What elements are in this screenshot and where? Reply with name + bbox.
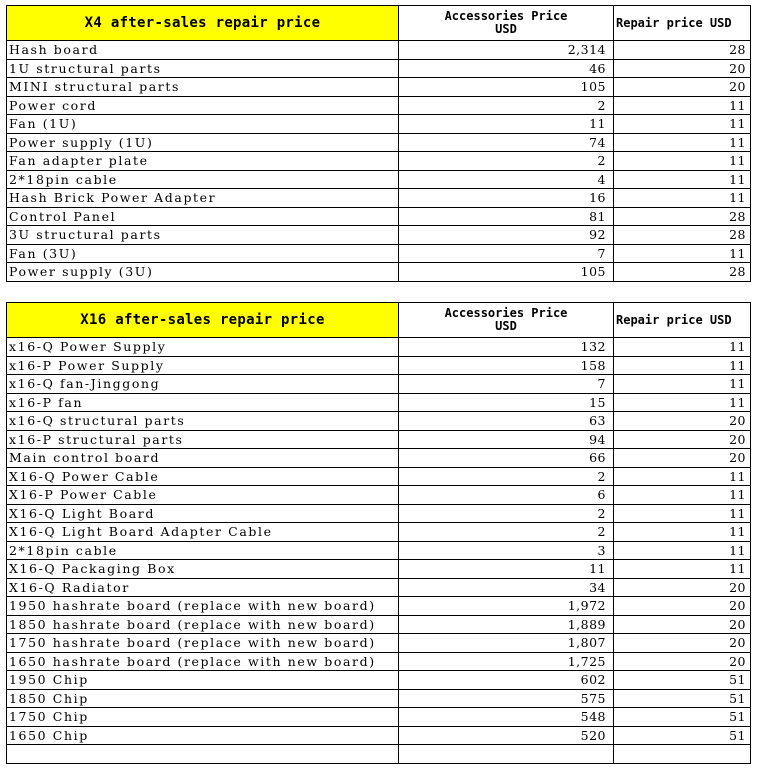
x16-accessories-price-header: Accessories Price USD [399, 303, 614, 338]
table-row [7, 597, 751, 616]
repair-price-cell: 28 [614, 263, 751, 282]
repair-price-cell: 11 [614, 96, 751, 115]
table-row [7, 244, 751, 263]
table-row [7, 708, 751, 727]
accessories-price-cell: 15 [399, 393, 614, 412]
item-name-cell: 1950 hashrate board (replace with new board) [7, 597, 399, 616]
item-name-cell: 1850 hashrate board (replace with new board) [7, 615, 399, 634]
item-name-cell: x16-Q Power Supply [7, 338, 399, 357]
x4-accessories-price-header: Accessories Price USD [399, 6, 614, 41]
accessories-price-cell: 2 [399, 504, 614, 523]
item-name-cell: 1850 Chip [7, 689, 399, 708]
item-name-cell: Fan (1U) [7, 115, 399, 134]
accessories-price-cell: 575 [399, 689, 614, 708]
repair-price-cell: 11 [614, 504, 751, 523]
accessories-price-cell: 81 [399, 207, 614, 226]
item-name-cell: 1750 hashrate board (replace with new board) [7, 634, 399, 653]
repair-price-cell: 11 [614, 244, 751, 263]
item-name-cell: 3U structural parts [7, 226, 399, 245]
table-row [7, 467, 751, 486]
table-row [7, 578, 751, 597]
table-row [7, 59, 751, 78]
item-name-cell: Power cord [7, 96, 399, 115]
table-row [7, 523, 751, 542]
accessories-price-cell: 16 [399, 189, 614, 208]
accessories-price-cell: 4 [399, 170, 614, 189]
repair-price-cell: 11 [614, 338, 751, 357]
repair-price-cell: 51 [614, 708, 751, 727]
empty-cell [399, 745, 614, 764]
accessories-price-cell: 105 [399, 263, 614, 282]
item-name-cell: Power supply (1U) [7, 133, 399, 152]
repair-price-cell: 51 [614, 689, 751, 708]
accessories-price-cell: 1,807 [399, 634, 614, 653]
item-name-cell: 2*18pin cable [7, 541, 399, 560]
item-name-cell: x16-P fan [7, 393, 399, 412]
table-row [7, 189, 751, 208]
table-row [7, 541, 751, 560]
accessories-price-cell: 2 [399, 152, 614, 171]
accessories-price-cell: 7 [399, 375, 614, 394]
accessories-price-cell: 46 [399, 59, 614, 78]
item-name-cell: MINI structural parts [7, 78, 399, 97]
table-row [7, 689, 751, 708]
empty-cell [614, 745, 751, 764]
accessories-price-cell: 7 [399, 244, 614, 263]
table-row [7, 41, 751, 60]
repair-price-cell: 11 [614, 560, 751, 579]
table-row [7, 152, 751, 171]
repair-price-cell: 11 [614, 133, 751, 152]
item-name-cell: Hash Brick Power Adapter [7, 189, 399, 208]
accessories-price-cell: 74 [399, 133, 614, 152]
item-name-cell: 1650 Chip [7, 726, 399, 745]
item-name-cell: X16-Q Power Cable [7, 467, 399, 486]
item-name-cell: X16-Q Packaging Box [7, 560, 399, 579]
repair-price-cell: 11 [614, 189, 751, 208]
item-name-cell: x16-P structural parts [7, 430, 399, 449]
repair-price-cell: 20 [614, 59, 751, 78]
item-name-cell: x16-P Power Supply [7, 356, 399, 375]
table-row [7, 115, 751, 134]
repair-price-cell: 11 [614, 356, 751, 375]
accessories-price-cell: 602 [399, 671, 614, 690]
item-name-cell: x16-Q structural parts [7, 412, 399, 431]
repair-price-cell: 11 [614, 115, 751, 134]
accessories-price-cell: 2 [399, 96, 614, 115]
item-name-cell: 1950 Chip [7, 671, 399, 690]
x16-table-body [7, 338, 751, 764]
accessories-price-cell: 2 [399, 523, 614, 542]
repair-price-cell: 11 [614, 486, 751, 505]
repair-price-cell: 51 [614, 671, 751, 690]
repair-price-cell: 20 [614, 615, 751, 634]
x16-price-table [6, 302, 751, 764]
repair-price-cell: 20 [614, 430, 751, 449]
table-row [7, 615, 751, 634]
repair-price-cell: 20 [614, 597, 751, 616]
item-name-cell: Fan (3U) [7, 244, 399, 263]
table-row [7, 726, 751, 745]
empty-cell [7, 745, 399, 764]
repair-price-cell: 20 [614, 634, 751, 653]
table-row [7, 412, 751, 431]
accessories-price-cell: 66 [399, 449, 614, 468]
item-name-cell: X16-Q Light Board Adapter Cable [7, 523, 399, 542]
table-row [7, 78, 751, 97]
repair-price-cell: 28 [614, 226, 751, 245]
accessories-price-cell: 105 [399, 78, 614, 97]
table-row [7, 671, 751, 690]
x4-header-row [7, 6, 751, 41]
x16-table-title: X16 after-sales repair price [7, 303, 399, 338]
item-name-cell: Fan adapter plate [7, 152, 399, 171]
item-name-cell: X16-P Power Cable [7, 486, 399, 505]
x4-table-title: X4 after-sales repair price [7, 6, 399, 41]
accessories-price-cell: 158 [399, 356, 614, 375]
x16-repair-price-header: Repair price USD [614, 303, 751, 338]
x4-price-table [6, 5, 751, 282]
accessories-price-cell: 11 [399, 115, 614, 134]
accessories-price-cell: 6 [399, 486, 614, 505]
accessories-price-cell: 520 [399, 726, 614, 745]
accessories-price-cell: 34 [399, 578, 614, 597]
table-row [7, 560, 751, 579]
item-name-cell: Control Panel [7, 207, 399, 226]
repair-price-cell: 11 [614, 170, 751, 189]
table-row [7, 634, 751, 653]
accessories-price-cell: 1,972 [399, 597, 614, 616]
table-row [7, 133, 751, 152]
item-name-cell: Hash board [7, 41, 399, 60]
table-row [7, 263, 751, 282]
x4-table-body [7, 41, 751, 282]
item-name-cell: X16-Q Light Board [7, 504, 399, 523]
item-name-cell: X16-Q Radiator [7, 578, 399, 597]
table-row [7, 652, 751, 671]
repair-price-cell: 20 [614, 78, 751, 97]
item-name-cell: 2*18pin cable [7, 170, 399, 189]
accessories-price-cell: 11 [399, 560, 614, 579]
repair-price-cell: 20 [614, 652, 751, 671]
item-name-cell: x16-Q fan-Jinggong [7, 375, 399, 394]
x16-header-row [7, 303, 751, 338]
accessories-price-cell: 2,314 [399, 41, 614, 60]
table-row [7, 207, 751, 226]
repair-price-cell: 11 [614, 152, 751, 171]
accessories-price-cell: 2 [399, 467, 614, 486]
accessories-price-cell: 548 [399, 708, 614, 727]
table-row [7, 449, 751, 468]
table-row [7, 226, 751, 245]
table-row [7, 430, 751, 449]
accessories-price-cell: 132 [399, 338, 614, 357]
repair-price-cell: 20 [614, 578, 751, 597]
table-row [7, 504, 751, 523]
repair-price-cell: 11 [614, 523, 751, 542]
accessories-price-cell: 1,889 [399, 615, 614, 634]
accessories-price-cell: 1,725 [399, 652, 614, 671]
repair-price-cell: 11 [614, 541, 751, 560]
accessories-price-cell: 94 [399, 430, 614, 449]
repair-price-cell: 28 [614, 41, 751, 60]
repair-price-cell: 51 [614, 726, 751, 745]
repair-price-cell: 11 [614, 393, 751, 412]
x4-repair-price-header: Repair price USD [614, 6, 751, 41]
repair-price-cell: 28 [614, 207, 751, 226]
item-name-cell: 1650 hashrate board (replace with new board) [7, 652, 399, 671]
table-row [7, 338, 751, 357]
repair-price-cell: 20 [614, 412, 751, 431]
repair-price-cell: 11 [614, 467, 751, 486]
accessories-price-cell: 92 [399, 226, 614, 245]
table-row [7, 375, 751, 394]
table-row [7, 356, 751, 375]
item-name-cell: Power supply (3U) [7, 263, 399, 282]
table-row [7, 96, 751, 115]
table-row [7, 170, 751, 189]
accessories-price-cell: 63 [399, 412, 614, 431]
item-name-cell: 1U structural parts [7, 59, 399, 78]
empty-table-row [7, 745, 751, 764]
table-row [7, 486, 751, 505]
item-name-cell: 1750 Chip [7, 708, 399, 727]
accessories-price-cell: 3 [399, 541, 614, 560]
table-row [7, 393, 751, 412]
item-name-cell: Main control board [7, 449, 399, 468]
repair-price-cell: 20 [614, 449, 751, 468]
repair-price-cell: 11 [614, 375, 751, 394]
